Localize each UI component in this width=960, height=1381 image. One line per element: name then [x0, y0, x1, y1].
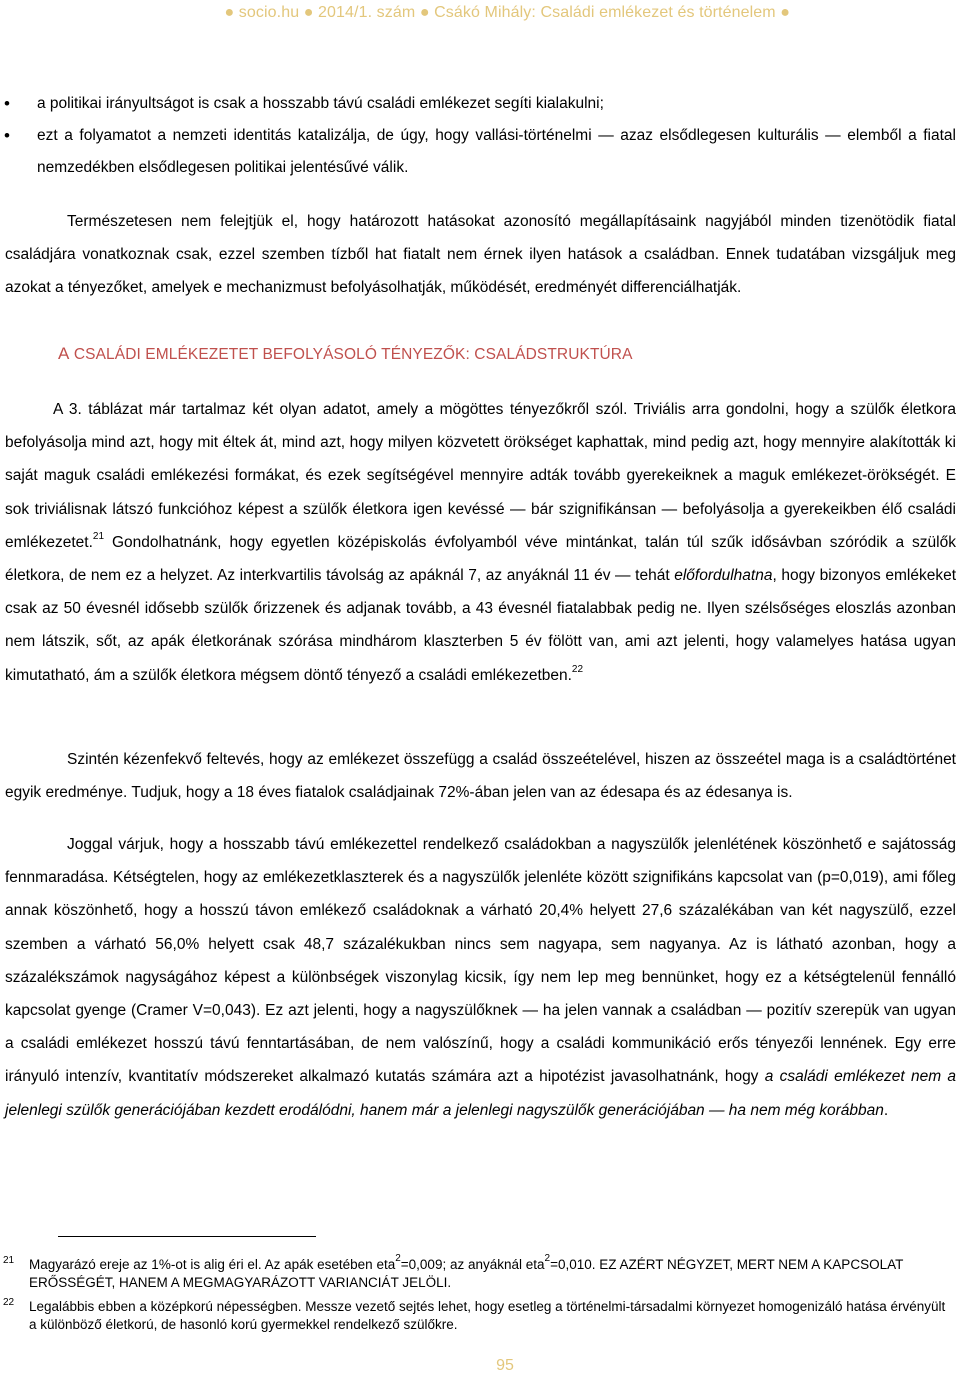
bullet-list — [0, 88, 960, 184]
section-heading — [58, 344, 633, 364]
paragraph-4 — [5, 828, 956, 1127]
footnote-text: Magyarázó ereje az 1%-ot is alig éri el. Az apák esetében eta — [29, 1257, 396, 1272]
footnote-text: =0,009; az anyáknál eta — [400, 1257, 545, 1272]
paragraph-text: , hogy bizonyos emlékeket csak az 50 évesnél idősebb szülők őrizzenek és adjanak tovább, a 43 évesnél fiatalabbak pedig ne. Ilyen szélsőséges eloszlás azonban nem látszik, sőt, az apák életkorának szórása mindhárom klaszterben 5 év fölött van, ami azt jelenti, hogy valamelyes hatása ugyan kimutatható, ám a szülők életkora mégsem döntő tényező a családi emlékezetben. — [5, 567, 956, 684]
superscript: 2 — [544, 1253, 551, 1264]
footnote-number: 22 — [3, 1297, 15, 1308]
paragraph-text: Szintén kézenfekvő feltevés, hogy az emlékezet összefügg a család összeételével, hiszen az összeétel maga is a családtörténet egyik eredménye. Tudjuk, hogy a 18 éves fiatalok családjainak 72%-ában jelen van az édesapa és az édesanya is. — [5, 751, 956, 802]
paragraph-text: Természetesen nem felejtjük el, hogy határozott hatásokat azonosító megállapításaink nagyjából minden tizenötödik fiatal családjára vonatkoznak csak, ezzel szemben tízből hat fiatalt nem érnek ilyen hatások a családban. Ennek tudatában vizsgáljuk meg azokat a tényezőket, amelyek e mechanizmust befolyásolhatják, működését, eredményét differenciálhatják. — [5, 213, 956, 297]
paragraph-text: Joggal várjuk, hogy a hosszabb távú emlékezettel rendelkező családokban a nagyszülők jelenlétének köszönhető e sajátosság fennmaradása. Kétségtelen, hogy az emlékezetklaszterek és a nagyszülők jelenléte között szignifikáns kapcsolat van (p=0,019), ami főleg annak köszönhető, hogy a hosszú távon emlékező családoknak a várható 20,4% helyett 27,6 százalékában van két nagyszülő, ezzel szemben a várható 56,0% helyett csak 48,7 százalékukban nincs sem nagyapa, sem nagyanya. Az is látható azonban, hogy a százalékszámok nagyságához képest a különbségek viszonylag kicsik, így nem lep meg bennünket, hogy ez a kétségtelenül fennálló kapcsolat gyenge (Cramer V=0,043). Ez azt jelenti, hogy a nagyszülőknek — ha jelen vannak a családban — pozitív szerepük van ugyan a családi emlékezet hosszú távú fenntartásában, de nem valószínű, hogy a családi kommunikáció erős tényezői lennének. Egy erre irányuló intenzív, kvantitatív módszereket alkalmazó kutatás számára azt a hipotézist javasolhatnánk, hogy — [5, 836, 956, 1086]
paragraph-italic: a családi emlékezet nem a jelenlegi szülők generációjában kezdett erodálódni, hanem már a jelenlegi nagyszülők generációjában — ha nem még korábban — [5, 1068, 956, 1119]
paragraph-text: A 3. táblázat már tartalmaz két olyan adatot, amely a mögöttes tényezőkről szól. Triviális arra gondolni, hogy a szülők életkora befolyásolja mind azt, hogy mit éltek át, mind azt, hogy milyen közvetett örökséget kaphattak, mind pedig azt, hogy mennyire alakították ki saját maguk családi emlékezési formákat, és ezek segítségével mennyire adták tovább gyerekeiknek a maguk emlékezet-örökségét. E sok triviálisnak látszó funkcióhoz képest a szülők életkora igen kevéssé — bár szignifikánsan — befolyásolja a gyerekeikben élő családi emlékezetet. — [5, 401, 956, 551]
footnote-ref-22[interactable]: 22 — [571, 663, 584, 675]
paragraph-3 — [5, 743, 956, 809]
footnote-text: =0,010. EZ AZÉRT NÉGYZET, MERT NEM A KAPCSOLAT ERŐSSÉGÉT, HANEM A MEGMAGYARÁZOTT VARIANCIÁT JELÖLI. — [29, 1257, 904, 1290]
footnote-text: Legalábbis ebben a középkorú népességben. Messze vezető sejtés lehet, hogy esetleg a történelmi-társadalmi környezet homogenizáló hatása érvényült a különböző életkorú, de hasonló korú gyermekkel rendelkező szülőkre. — [29, 1299, 946, 1332]
page-number: 95 — [496, 1357, 514, 1374]
running-header — [0, 4, 960, 22]
footnote-number: 21 — [3, 1255, 15, 1266]
footnote-21 — [3, 1253, 948, 1292]
bullet-item: • a politikai irányultságot is csak a hosszabb távú családi emlékezet segíti kialakulni; — [0, 88, 960, 120]
superscript: 2 — [395, 1253, 401, 1264]
paragraph-text: Gondolhatnánk, hogy egyetlen középiskolás évfolyamból véve mintánkat, talán túl szűk idősávban szóródik a szülők életkora, de nem ez a helyzet. Az interkvartilis távolság az apáknál 7, az anyáknál 11 év — tehát — [5, 533, 956, 585]
bullet-item: • ezt a folyamatot a nemzeti identitás katalizálja, de úgy, hogy vallási-történelmi — azaz elsődlegesen kulturális — elemből a fiatal nemzedékben elsődlegesen politikai jelentésűvé válik. — [0, 120, 960, 184]
footnote-ref-21[interactable]: 21 — [92, 530, 105, 542]
paragraph-1 — [5, 205, 956, 305]
running-header-text: ● socio.hu ● 2014/1. szám ● Csákó Mihály: Családi emlékezet és történelem ● — [224, 4, 790, 21]
paragraph-text: . — [883, 1101, 889, 1119]
footnote-22 — [3, 1298, 948, 1334]
heading-text: CSALÁDI EMLÉKEZETET BEFOLYÁSOLÓ TÉNYEZŐK: CSALÁDSTRUKTÚRA — [69, 346, 633, 363]
heading-initial: A — [58, 344, 70, 363]
footnote-separator — [58, 1236, 316, 1237]
paragraph-italic: előfordulhatna — [674, 567, 773, 585]
paragraph-2 — [5, 393, 956, 692]
